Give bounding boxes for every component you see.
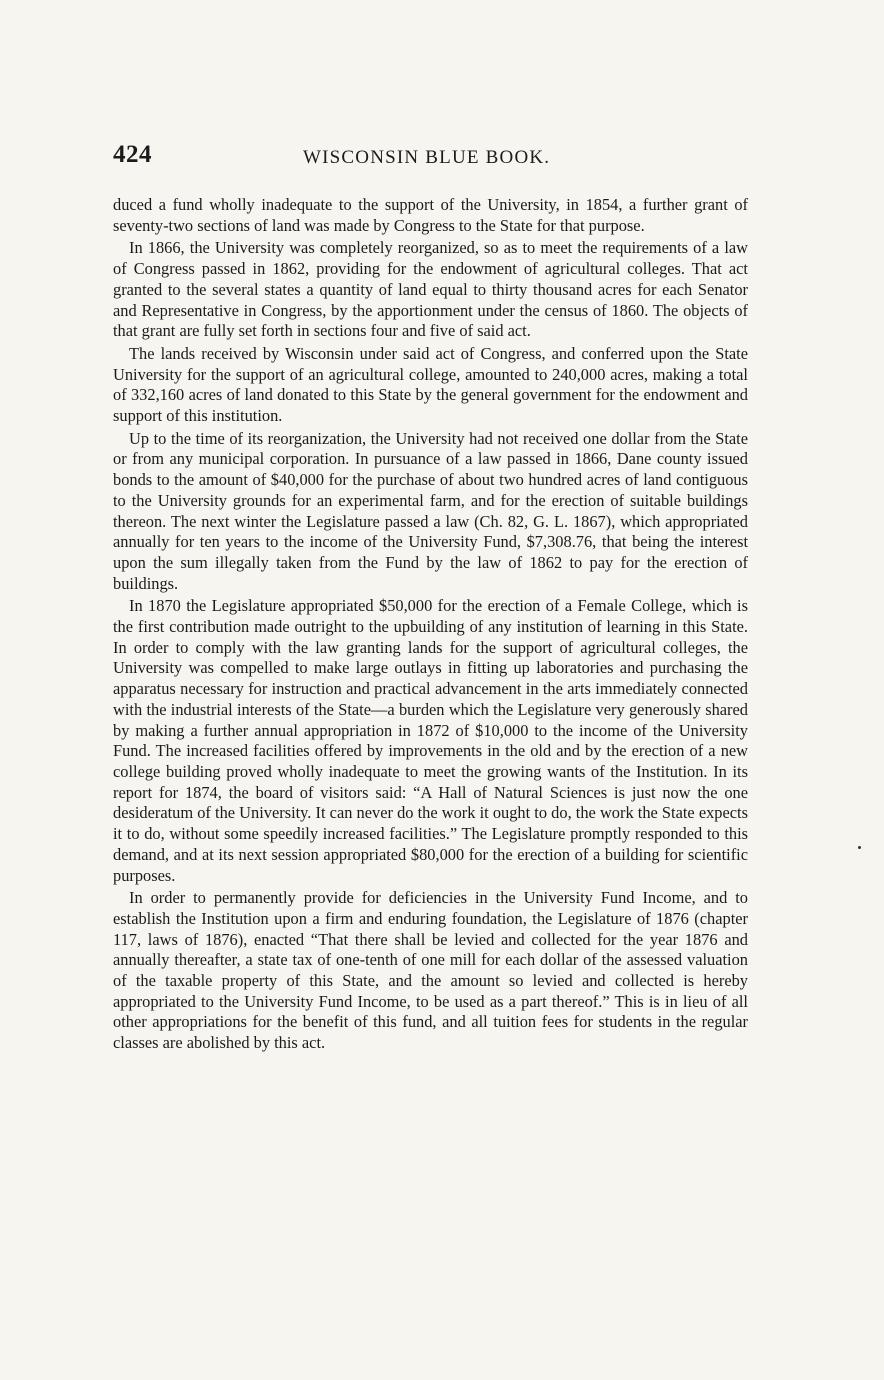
paragraph-land-grant: The lands received by Wisconsin under said act of Congress, and conferred upon the State University for the support of an agricultural college, amounted to 240,000 acres, making a total of 332,160 acres of land donated to this State by the general government for the endowment and support of this institution. — [113, 343, 748, 426]
paragraph-continuation: duced a fund wholly inadequate to the support of the University, in 1854, a further grant of seventy-two sections of land was made by Congress to the State for that purpose. — [113, 195, 748, 235]
page-header — [113, 140, 748, 174]
margin-speck — [858, 846, 861, 849]
paragraph-1870-appropriations: In 1870 the Legislature appropriated $50,000 for the erection of a Female College, which is the first contribution made outright to the upbuilding of any institution of learning in this State. In order to comply with the law granting lands for the support of agricultural colleges, the University was compelled to make large outlays in fitting up laboratories and purchasing the apparatus necessary for instruction and practical advancement in the arts immediately connected with the industrial interests of the State—a burden which the Legislature very generously shared by making a further annual appropriation in 1872 of $10,000 to the income of the University Fund. The increased facilities offered by improvements in the old and by the erection of a new college building proved wholly inadequate to meet the growing wants of the Institution. In its report for 1874, the board of visitors said: “A Hall of Natural Sciences is just now the one desideratum of the University. It can never do the work it ought to do, the work the State expects it to do, without some speedily increased facilities.” The Legislature promptly responded to this demand, and at its next session appropriated $80,000 for the erection of a building for scientific purposes. — [113, 596, 748, 885]
running-title: WISCONSIN BLUE BOOK. — [303, 147, 551, 168]
paragraph-dane-county: Up to the time of its reorganization, the University had not received one dollar from the State or from any municipal corporation. In pursuance of a law passed in 1866, Dane county issued bonds to the amount of $40,000 for the purchase of about two hundred acres of land contiguous to the University grounds for an experimental farm, and for the erection of suitable buildings thereon. The next winter the Legislature passed a law (Ch. 82, G. L. 1867), which appropriated annually for ten years to the income of the University Fund, $7,308.76, that being the interest upon the sum illegally taken from the Fund by the law of 1862 to pay for the erection of buildings. — [113, 428, 748, 593]
paragraph-1866-reorganization: In 1866, the University was completely reorganized, so as to meet the requirements of a law of Congress passed in 1862, providing for the endowment of agricultural colleges. That act granted to the several states a quantity of land equal to thirty thousand acres for each Senator and Representative in Congress, by the apportionment under the census of 1860. The objects of that grant are fully set forth in sections four and five of said act. — [113, 238, 748, 341]
paragraph-1876-tax: In order to permanently provide for deficiencies in the University Fund Income, and to establish the Institution upon a firm and enduring foundation, the Legislature of 1876 (chapter 117, laws of 1876), enacted “That there shall be levied and collected for the year 1876 and annually thereafter, a state tax of one-tenth of one mill for each dollar of the assessed valuation of the taxable property of this State, and the amount so levied and collected is hereby appropriated to the University Fund Income, to be used as a part thereof.” This is in lieu of all other appropriations for the benefit of this fund, and all tuition fees for students in the regular classes are abolished by this act. — [113, 888, 748, 1053]
body-text — [113, 195, 748, 1056]
page-number: 424 — [113, 141, 152, 168]
